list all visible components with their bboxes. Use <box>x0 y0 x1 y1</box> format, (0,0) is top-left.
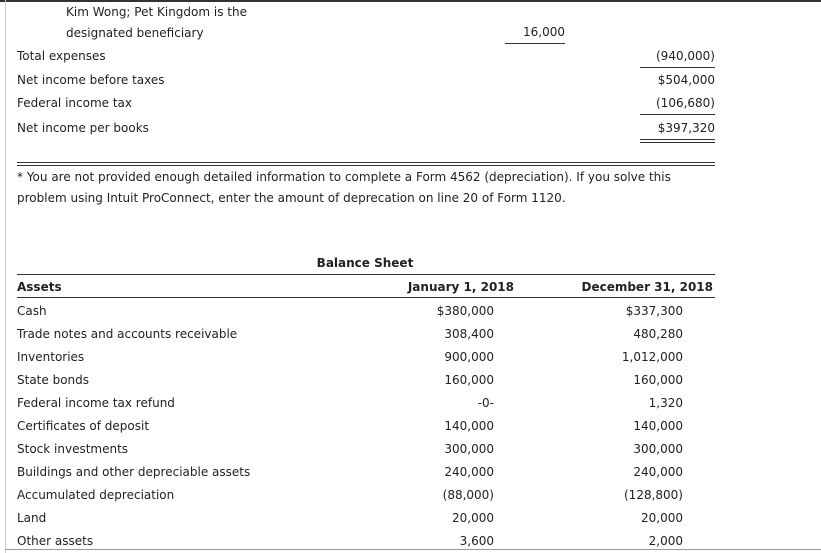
beneficiary-value: 16,000 <box>523 25 565 39</box>
note-rule-1 <box>17 162 715 163</box>
table-row-dec: 160,000 <box>633 373 683 387</box>
table-row-dec: (128,800) <box>624 488 683 502</box>
table-row-jan: -0- <box>477 396 494 410</box>
table-row-jan: 3,600 <box>459 534 494 548</box>
header-rule <box>17 297 715 298</box>
federal-income-tax-value: (106,680) <box>656 96 715 110</box>
bottom-rule <box>5 549 821 550</box>
table-row-dec: 1,012,000 <box>621 350 683 364</box>
assets-header: Assets <box>17 280 62 294</box>
total-expenses-value: (940,000) <box>656 49 715 63</box>
table-row-jan: 900,000 <box>444 350 494 364</box>
beneficiary-label-line2: designated beneficiary <box>66 26 204 40</box>
total-expenses-label: Total expenses <box>17 49 106 63</box>
table-row-jan: 20,000 <box>452 511 494 525</box>
net-income-double-underline-1 <box>640 139 715 140</box>
table-row-jan: $380,000 <box>436 304 494 318</box>
table-row-dec: 140,000 <box>633 419 683 433</box>
table-row-label: Buildings and other depreciable assets <box>17 465 251 479</box>
net-income-before-taxes-label: Net income before taxes <box>17 73 165 87</box>
federal-income-tax-underline <box>640 114 715 115</box>
table-row-jan: 160,000 <box>444 373 494 387</box>
top-border <box>0 0 821 2</box>
table-row-jan: (88,000) <box>442 488 494 502</box>
table-row-jan: 140,000 <box>444 419 494 433</box>
table-row-dec: 1,320 <box>648 396 683 410</box>
balance-sheet-title: Balance Sheet <box>316 256 414 270</box>
balance-sheet-top-rule <box>17 274 715 275</box>
note-rule-2 <box>17 165 715 166</box>
net-income-per-books-label: Net income per books <box>17 121 149 135</box>
net-income-before-taxes-value: $504,000 <box>657 73 715 87</box>
table-row-label: State bonds <box>17 373 90 387</box>
net-income-per-books-value: $397,320 <box>657 121 715 135</box>
left-rule <box>5 0 6 553</box>
table-row-jan: 308,400 <box>444 327 494 341</box>
table-row-dec: 480,280 <box>633 327 683 341</box>
table-row-label: Inventories <box>17 350 85 364</box>
net-income-double-underline-2 <box>640 142 715 143</box>
table-row-label: Land <box>17 511 47 525</box>
table-row-label: Other assets <box>17 534 94 548</box>
table-row-label: Certificates of deposit <box>17 419 150 433</box>
table-row-label: Cash <box>17 304 47 318</box>
table-row-jan: 300,000 <box>444 442 494 456</box>
table-row-dec: 2,000 <box>648 534 683 548</box>
table-row-label: Accumulated depreciation <box>17 488 175 502</box>
beneficiary-label-line1: Kim Wong; Pet Kingdom is the <box>66 5 247 19</box>
table-row-dec: $337,300 <box>625 304 683 318</box>
note-line-2: problem using Intuit ProConnect, enter the amount of deprecation on line 20 of Form 1120. <box>17 191 566 205</box>
dec-2018-header: December 31, 2018 <box>581 280 713 294</box>
beneficiary-underline <box>505 43 565 44</box>
federal-income-tax-label: Federal income tax <box>17 96 132 110</box>
total-expenses-underline <box>640 67 715 68</box>
jan-2018-header: January 1, 2018 <box>407 280 514 294</box>
table-row-dec: 240,000 <box>633 465 683 479</box>
table-row-label: Trade notes and accounts receivable <box>17 327 238 341</box>
table-row-jan: 240,000 <box>444 465 494 479</box>
table-row-dec: 300,000 <box>633 442 683 456</box>
table-row-dec: 20,000 <box>641 511 683 525</box>
table-row-label: Stock investments <box>17 442 129 456</box>
note-line-1: * You are not provided enough detailed information to complete a Form 4562 (depreciation). If you solve this <box>17 170 671 184</box>
table-row-label: Federal income tax refund <box>17 396 175 410</box>
